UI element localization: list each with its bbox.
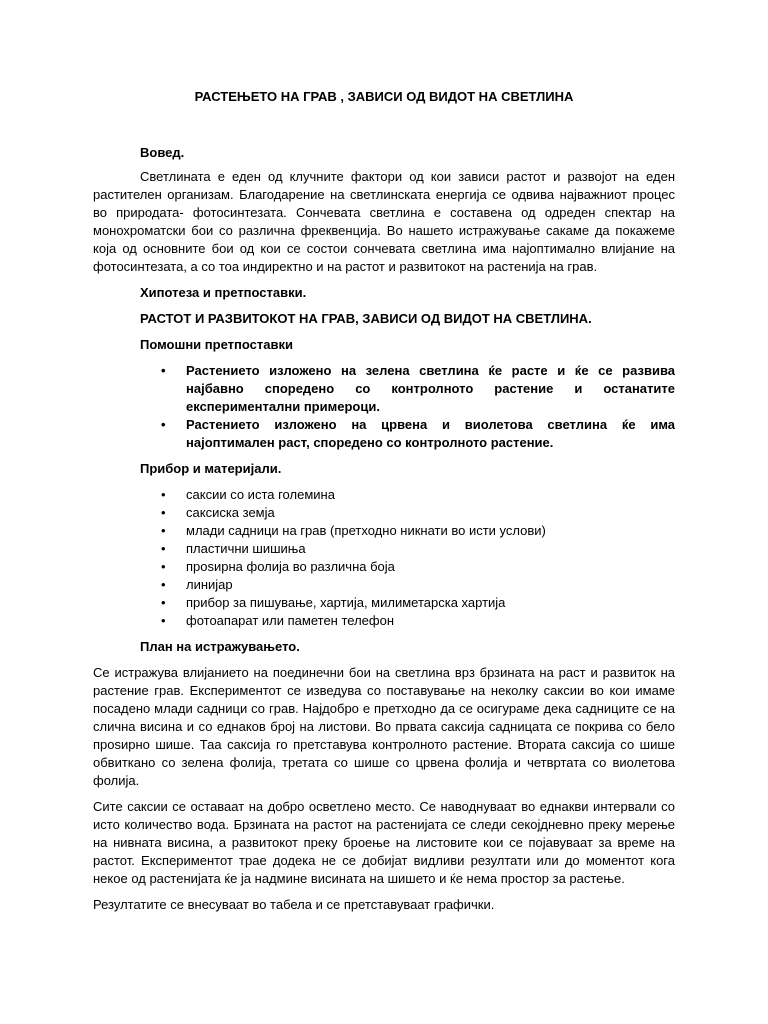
list-item: • саксии со иста големина [161,487,335,502]
list-item: • Растението изложено на црвена и виолетова светлина ќе има најоптимален раст, споредено со контролното растение. [161,417,675,450]
bullet-icon: • [161,595,166,610]
assumptions-heading: Помошни претпоставки [140,337,293,352]
bullet-icon: • [161,541,166,556]
bullet-icon: • [161,417,166,432]
list-item: • млади садници на грав (претходно никнати во исти услови) [161,523,546,538]
intro-heading: Вовед. [140,145,185,160]
bullet-icon: • [161,577,166,592]
list-item: • проѕирна фолија во различна боја [161,559,395,574]
list-item: • фотоапарат или паметен телефон [161,613,394,628]
bullet-icon: • [161,523,166,538]
plan-paragraph-3: Резултатите се внесуваат во табела и се претставуваат графички. [93,897,495,912]
bullet-icon: • [161,505,166,520]
bullet-icon: • [161,613,166,628]
plan-heading: План на истражувањето. [140,639,300,654]
plan-paragraph-2: Сите саксии се оставаат на добро осветлено место. Се наводнуваат во еднакви интервали со исто количество вода. Брзината на растот на растенијата се следи секојдневно преку мерење на нивната висина, а развитокот преку броење на листовите кои се појавуваат за време на растот. Експериментот трае додека не се добијат видливи резултати или до моментот кога некое од растенијата ќе ја надмине висината на шишето и ќе нема простор за растење. [93,799,675,886]
page-title: РАСТЕЊЕТО НА ГРАВ , ЗАВИСИ ОД ВИДОТ НА СВЕТЛИНА [194,89,574,104]
list-item: • прибор за пишување, хартија, милиметарска хартија [161,595,506,610]
list-item: • Растението изложено на зелена светлина ќе расте и ќе се развива најбавно споредено со контролното растение и останатите експериментални примероци. [161,363,675,414]
hypothesis-heading: Хипотеза и претпоставки. [140,285,307,300]
bullet-icon: • [161,487,166,502]
document-body [93,144,675,914]
bullet-icon: • [161,559,166,574]
assumptions-list [93,362,675,452]
list-item: • саксиска земја [161,505,275,520]
bullet-icon: • [161,363,166,378]
list-item: • пластични шишиња [161,541,306,556]
materials-list [93,486,675,630]
plan-paragraph-1: Се истражува влијанието на поединечни бои на светлина врз брзината на раст и развиток на растение грав. Експериментот се изведува со поставување на неколку саксии во кои имаме посадено млади садници со грав. Најдобро е претходно да се осигураме дека садниците се на слична висина и со еднаков број на листови. Во првата саксија садницата се покрива со бело проѕирно шише. Таа саксија го претставува контролното растение. Втората саксија со шише обвиткано со зелена фолија, третата со шише со црвена фолија и четвртата со виолетова фолија. [93,665,675,788]
hypothesis-main: РАСТОТ И РАЗВИТОКОТ НА ГРАВ, ЗАВИСИ ОД ВИДОТ НА СВЕТЛИНА. [140,311,592,326]
intro-paragraph: Светлината е еден од клучните фактори од кои зависи растот и развојот на еден растителен организам. Благодарение на светлинската енергија се одвива најважниот процес во природата- фотосинтезата. Сончевата светлина е составена од одреден спектар на монохроматски бои со различна фреквенција. Во нашето истражување сакаме да покажеме која од основните бои од кои се состои сончевата светлина има најоптимално влијание на фотосинтезата, а со тоа индиректно и на растот и развитокот на растенија на грав. [93,169,675,274]
materials-heading: Прибор и материјали. [140,461,282,476]
list-item: • линијар [161,577,233,592]
